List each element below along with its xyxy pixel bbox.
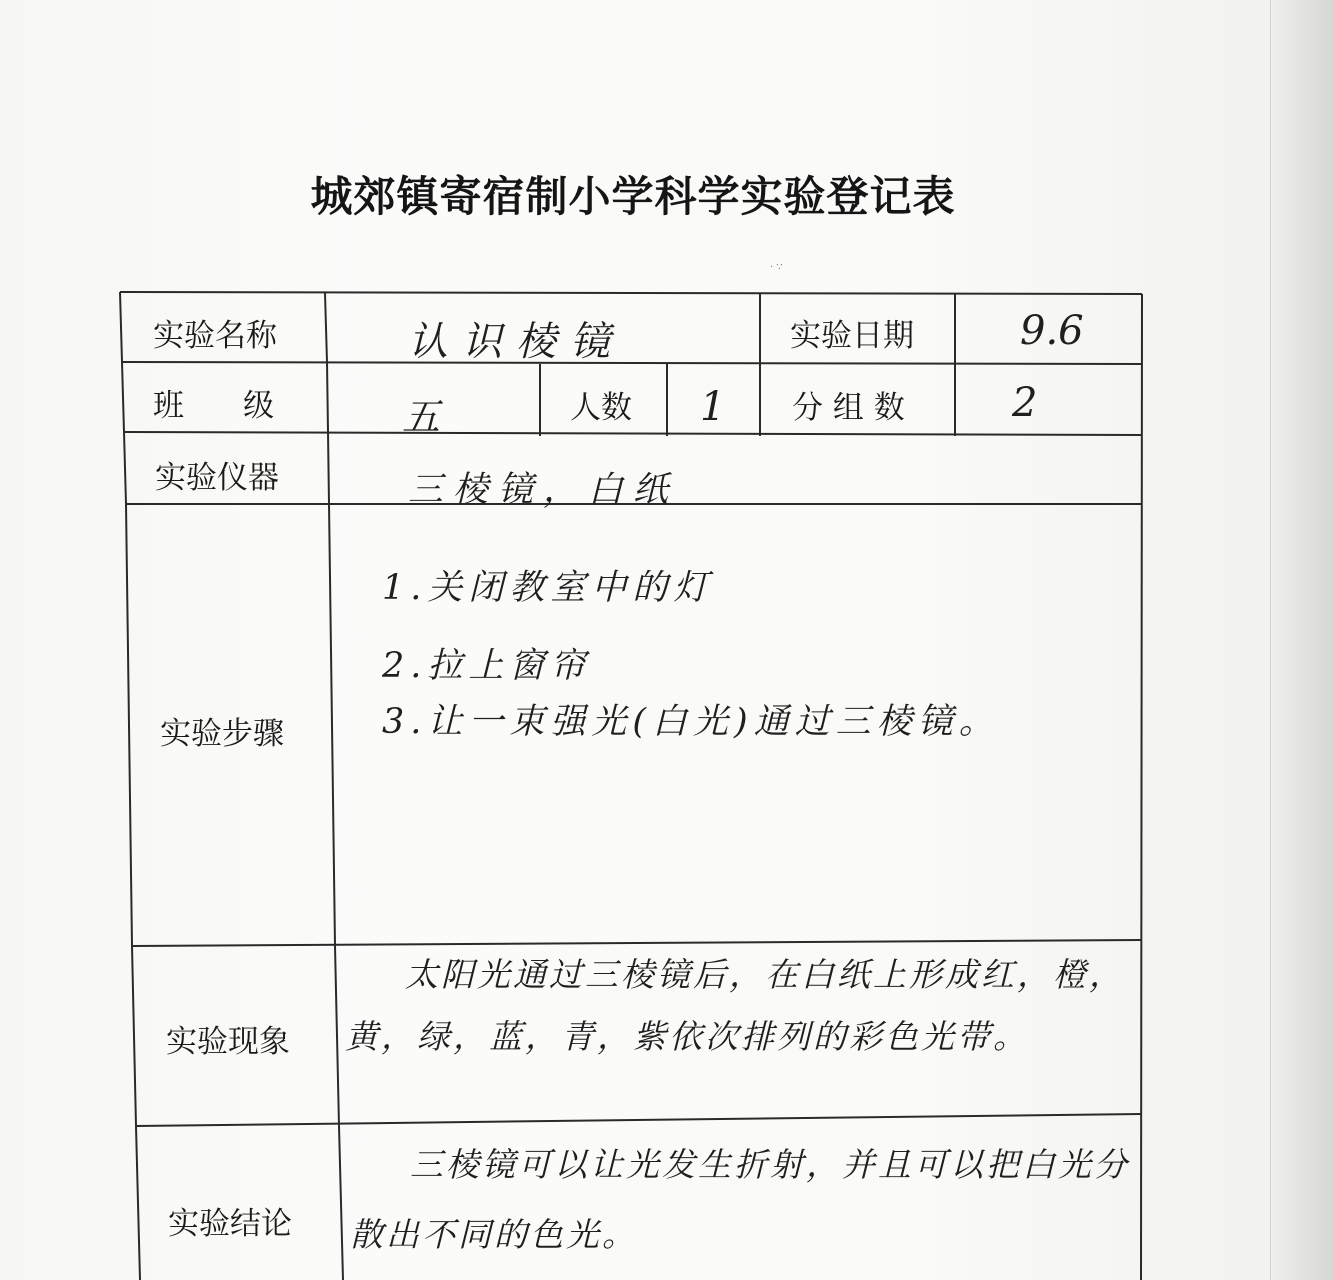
- headcount-value: 1: [700, 384, 726, 430]
- row-line-2: [123, 432, 1141, 435]
- class-label: 班 级: [153, 388, 275, 424]
- conclusion-label: 实验结论: [168, 1206, 292, 1242]
- experiment-name-value: 认识棱镜: [408, 319, 624, 365]
- experiment-date-value: 9.6: [1020, 308, 1084, 354]
- conclusion-value: 三棱镜可以让光发生折射，并且可以把白光分散出不同的色光。: [350, 1145, 1130, 1254]
- headcount-label: 人数: [570, 390, 632, 426]
- paper-specks: · ∵: [770, 262, 783, 273]
- row-line-1: [121, 362, 1141, 364]
- experiment-name-label: 实验名称: [153, 318, 277, 354]
- groups-value: 2: [1012, 380, 1038, 426]
- step-item: 3.让一束强光(白光)通过三棱镜。: [382, 702, 1000, 742]
- table-border-right: [1141, 294, 1142, 1280]
- phenomenon-value: 太阳光通过三棱镜后，在白纸上形成红，橙，黄，绿，蓝，青，紫依次排列的彩色光带。: [345, 955, 1125, 1056]
- label-column-line: [325, 293, 343, 1280]
- experiment-date-label: 实验日期: [790, 318, 914, 354]
- instruments-value: 三棱镜，白纸: [408, 470, 679, 510]
- steps-label: 实验步骤: [160, 716, 284, 752]
- form-title: 城郊镇寄宿制小学科学实验登记表: [310, 172, 956, 221]
- class-value: 五: [402, 395, 441, 439]
- step-item: 1.关闭教室中的灯: [382, 568, 715, 608]
- table-border-left: [120, 292, 140, 1280]
- phenomenon-label: 实验现象: [166, 1024, 290, 1060]
- step-item: 2.拉上窗帘: [382, 646, 592, 686]
- table-border-top: [120, 292, 1142, 294]
- groups-label: 分 组 数: [792, 390, 905, 426]
- instruments-label: 实验仪器: [155, 460, 279, 496]
- row-line-5: [136, 1114, 1141, 1126]
